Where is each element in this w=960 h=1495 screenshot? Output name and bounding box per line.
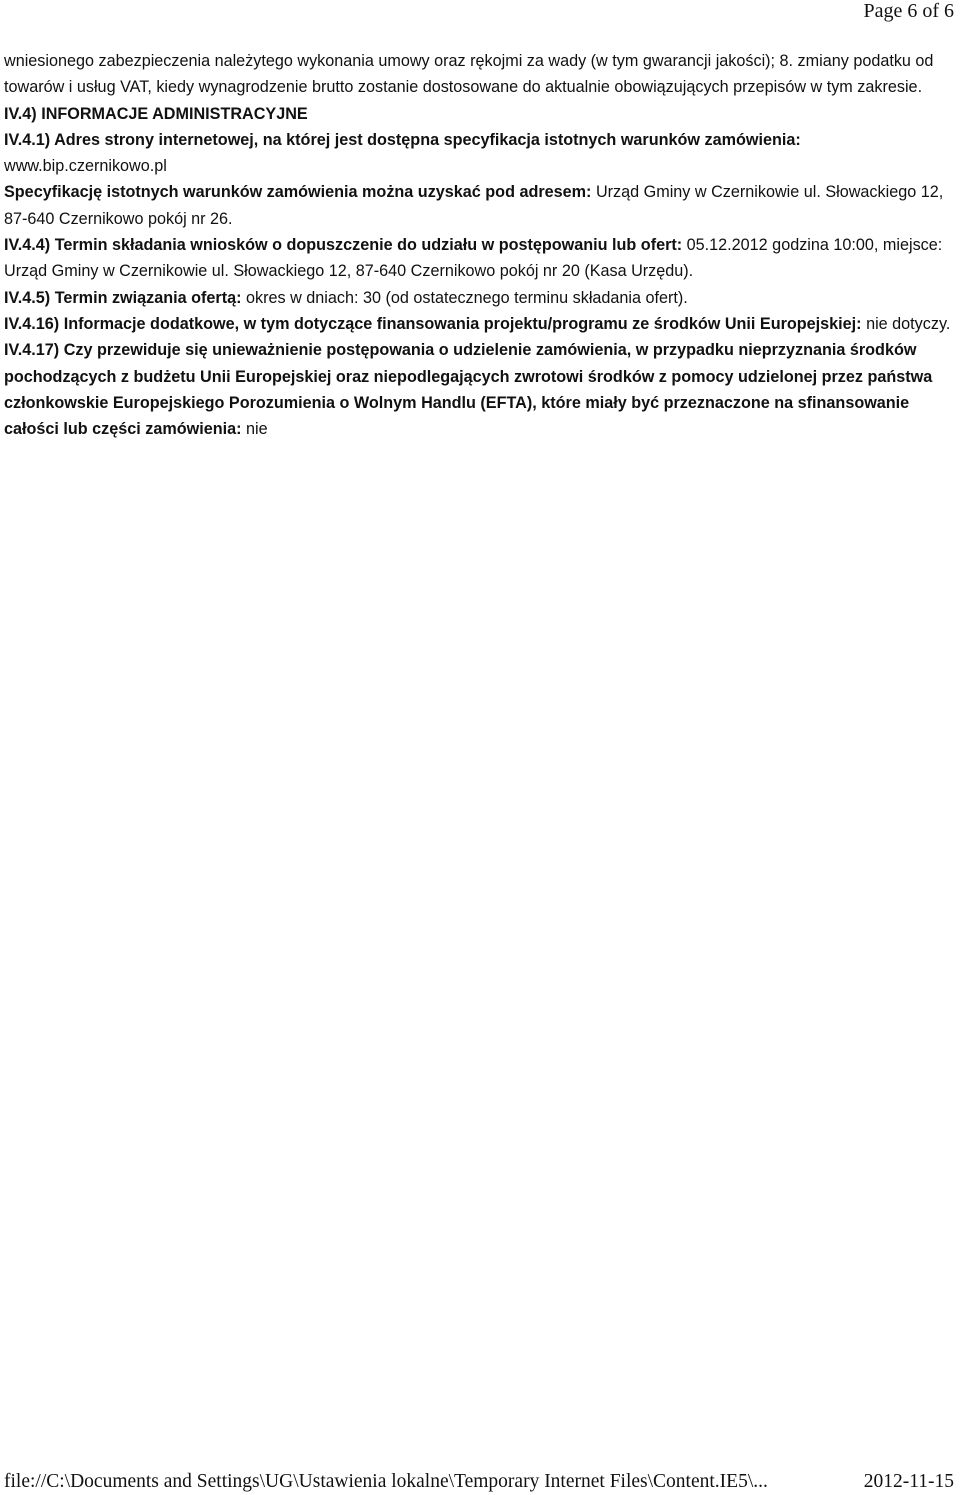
section-label: IV.4.5) Termin związania ofertą: — [4, 288, 242, 307]
section-value: 05.12.2012 godzina 10:00, miejsce: Urząd Gminy w Czernikowie ul. Słowackiego 12, 87-640 Czernikowo pokój nr 20 (Kasa Urzędu). — [4, 236, 943, 281]
page-footer — [4, 1470, 954, 1494]
section-label: IV.4.17) Czy przewiduje się unieważnienie postępowania o udzielenie zamówienia, w przypadku nieprzyznania środków pochodzących z budżetu Unii Europejskiej oraz niepodlegających zwrotowi środków z pomocy udzielonej przez państwa członkowskie Europejskiego Porozumienia o Wolnym Handlu (EFTA), które miały być przeznaczone na sfinansowanie całości lub części zamówienia: — [4, 341, 933, 439]
section-label: IV.4.16) Informacje dodatkowe, w tym dotyczące finansowania projektu/programu ze środków Unii Europejskiej: — [4, 314, 862, 333]
footer-file-path: file://C:\Documents and Settings\UG\Ustawienia lokalne\Temporary Internet Files\Content.IE5\... — [4, 1471, 768, 1492]
section-value: nie dotyczy. — [866, 314, 951, 333]
paragraph-amendments: wniesionego zabezpieczenia należytego wykonania umowy oraz rękojmi za wady (w tym gwarancji jakości); 8. zmiany podatku od towarów i usług VAT, kiedy wynagrodzenie brutto zostanie dostosowane do aktualnie obowiązujących przepisów w tym zakresie. — [4, 52, 934, 97]
section-heading: IV.4) INFORMACJE ADMINISTRACYJNE — [4, 104, 308, 123]
section-iv-4-5 — [4, 285, 956, 311]
section-label: IV.4.1) Adres strony internetowej, na której jest dostępna specyfikacja istotnych warunków zamówienia: — [4, 130, 801, 149]
section-iv-4-16 — [4, 311, 956, 337]
section-label: IV.4.4) Termin składania wniosków o dopuszczenie do udziału w postępowaniu lub ofert: — [4, 236, 683, 255]
section-iv-4-17 — [4, 337, 956, 442]
section-iv-4-4 — [4, 232, 956, 285]
section-label: Specyfikację istotnych warunków zamówienia można uzyskać pod adresem: — [4, 183, 592, 202]
section-value: Urząd Gminy w Czernikowie ul. Słowackiego 12, 87-640 Czernikowo pokój nr 26. — [4, 183, 944, 228]
footer-date: 2012-11-15 — [863, 1471, 954, 1492]
section-value: okres w dniach: 30 (od ostatecznego terminu składania ofert). — [246, 288, 688, 307]
website-address: www.bip.czernikowo.pl — [4, 157, 167, 176]
section-siwz-address — [4, 179, 956, 232]
section-value: nie — [246, 420, 268, 439]
document-body — [4, 48, 956, 442]
page-number: Page 6 of 6 — [863, 0, 954, 22]
section-iv-4-1 — [4, 127, 956, 180]
